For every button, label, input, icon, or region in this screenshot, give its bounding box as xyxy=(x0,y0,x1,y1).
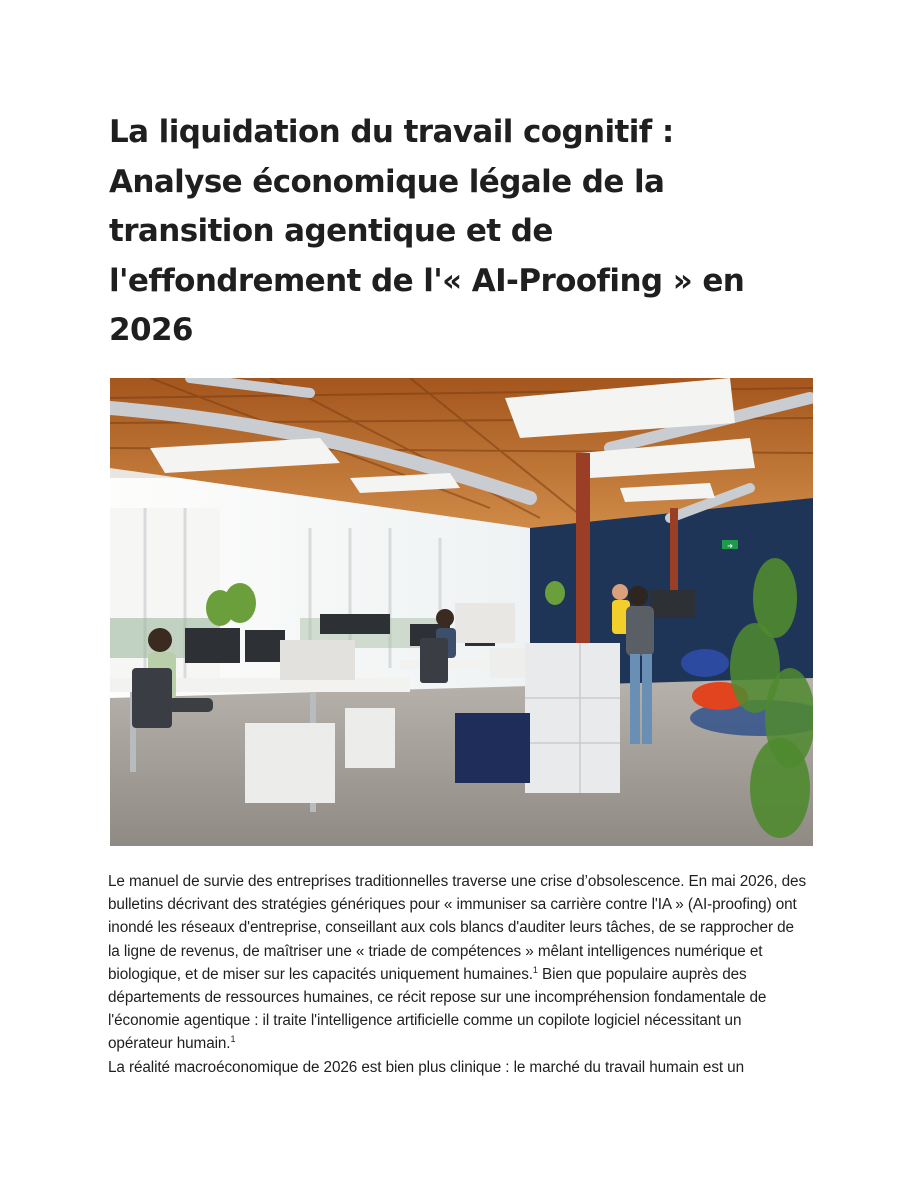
office-photo xyxy=(110,378,813,846)
paragraph-1-text-b: Bien que populaire auprès des départements de ressources humaines, ce récit repose sur une incompréhension fondamentale de l'économie agentique : il traite l'intelligence artificielle comme un copilote logiciel nécessitant un opérateur humain. xyxy=(108,965,767,1053)
paragraph-2-text: La réalité macroéconomique de 2026 est bien plus clinique : le marché du travail humain est un xyxy=(108,1058,744,1076)
paragraph-1-text-a: Le manuel de survie des entreprises traditionnelles traverse une crise d’obsolescence. En mai 2026, des bulletins décrivant des stratégies génériques pour « immuniser sa carrière contre l'IA » (AI-proofing) ont inondé les réseaux d'entreprise, conseillant aux cols blancs d'auditer leurs tâches, de se rapprocher de la ligne de revenus, de maîtriser une « triade de compétences » mêlant intelligences numérique et biologique, et de miser sur les capacités uniquement humaines. xyxy=(108,873,807,983)
article-title: La liquidation du travail cognitif : Analyse économique légale de la transition agentique et de l'effondrement de l'« AI-Proofing » en 2026 xyxy=(109,114,745,348)
footnote-ref-1[interactable]: 1 xyxy=(532,964,538,975)
office-illustration xyxy=(110,378,813,846)
article-body xyxy=(108,870,808,1079)
footnote-ref-2[interactable]: 1 xyxy=(230,1034,236,1045)
paragraph-2 xyxy=(108,1056,808,1079)
exit-sign-glyph: ➜ xyxy=(727,542,733,550)
paragraph-1 xyxy=(108,870,808,1056)
